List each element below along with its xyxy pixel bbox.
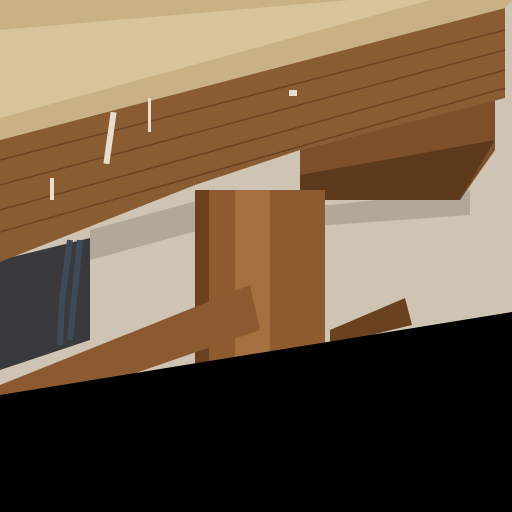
vertical-post-highlight [235, 190, 270, 370]
